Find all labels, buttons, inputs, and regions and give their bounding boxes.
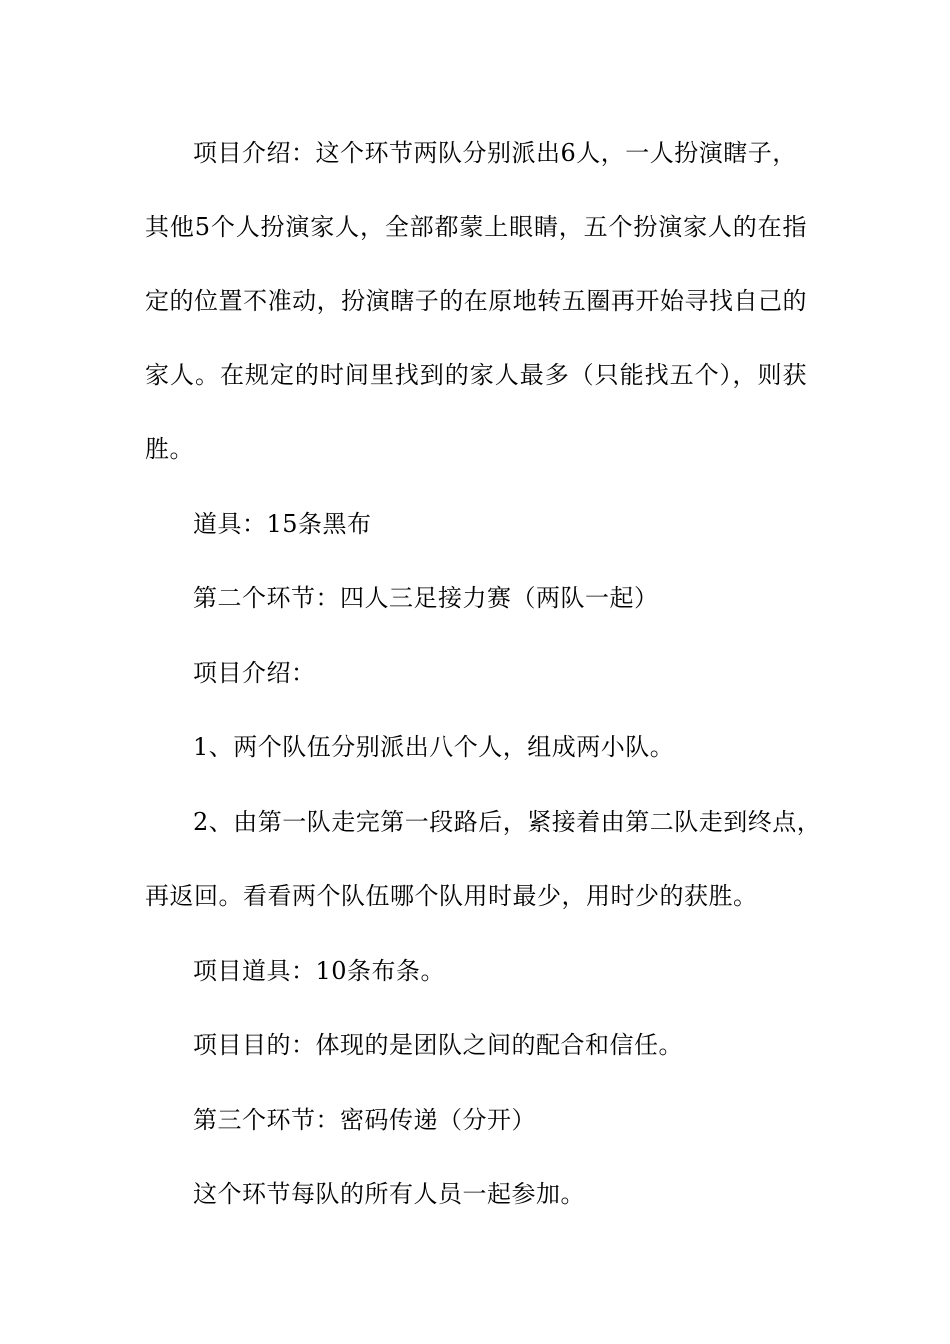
list-item: 1、两个队伍分别派出八个人，组成两小队。 xyxy=(193,733,675,761)
paragraph-line: 项目介绍： xyxy=(193,659,316,687)
paragraph-line: 项目道具：10条布条。 xyxy=(193,957,446,985)
list-item: 2、由第一队走完第一段路后，紧接着由第二队走到终点， xyxy=(193,808,822,836)
paragraph-line: 其他5个人扮演家人，全部都蒙上眼睛，五个扮演家人的在指 xyxy=(145,213,807,241)
paragraph-line: 家人。在规定的时间里找到的家人最多（只能找五个），则获 xyxy=(145,361,807,389)
paragraph-line: 这个环节每队的所有人员一起参加。 xyxy=(193,1180,585,1208)
section-heading: 第三个环节：密码传递（分开） xyxy=(193,1106,536,1134)
paragraph-line: 定的位置不准动，扮演瞎子的在原地转五圈再开始寻找自己的 xyxy=(145,287,807,315)
paragraph-line: 再返回。看看两个队伍哪个队用时最少，用时少的获胜。 xyxy=(145,882,758,910)
paragraph-line: 项目介绍：这个环节两队分别派出6人，一人扮演瞎子， xyxy=(193,139,797,167)
paragraph-line: 道具：15条黑布 xyxy=(193,510,372,538)
section-heading: 第二个环节：四人三足接力赛（两队一起） xyxy=(193,584,659,612)
paragraph-line: 项目目的：体现的是团队之间的配合和信任。 xyxy=(193,1031,683,1059)
paragraph-line: 胜。 xyxy=(145,435,194,463)
